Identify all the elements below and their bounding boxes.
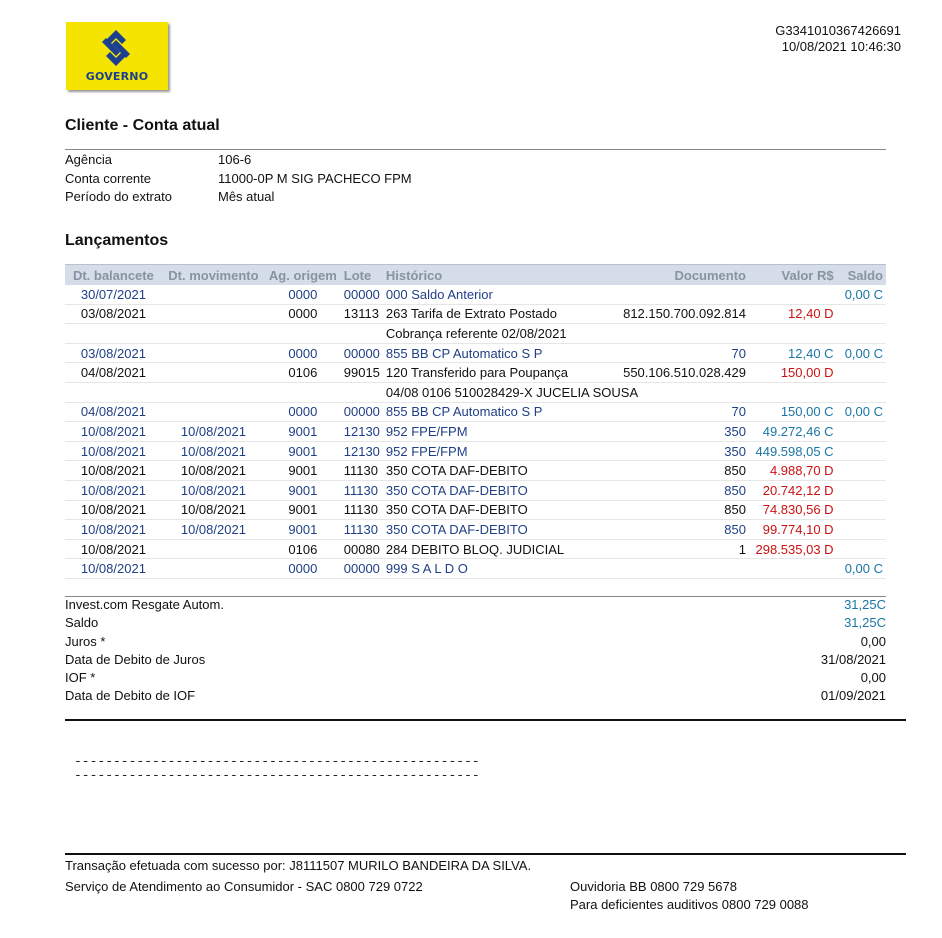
- cell-documento: 70: [598, 343, 749, 363]
- cell-ag-origem: 9001: [265, 520, 341, 540]
- col-ag-origem: Ag. origem: [265, 265, 341, 286]
- col-valor: Valor R$: [749, 265, 837, 286]
- cell-lote: 00080: [341, 539, 383, 559]
- cell-dt-balancete: 10/08/2021: [65, 500, 162, 520]
- lancamentos-body: [65, 285, 886, 578]
- document-code: G3341010367426691: [775, 23, 901, 38]
- cliente-rule: [65, 149, 886, 150]
- cell-lote: 00000: [341, 343, 383, 363]
- summary-label: Data de Debito de Juros: [65, 651, 206, 667]
- summary-value: 31,25C: [844, 597, 886, 612]
- cell-valor: 150,00 D: [749, 363, 837, 383]
- cell-valor: 74.830,56 D: [749, 500, 837, 520]
- cell-dt-balancete: 03/08/2021: [65, 343, 162, 363]
- cell-lote: 11130: [341, 461, 383, 481]
- logo-text: GOVERNO: [85, 70, 149, 83]
- table-row: [65, 363, 886, 383]
- table-row: [65, 539, 886, 559]
- cell-documento: 350: [598, 441, 749, 461]
- summary-label: Saldo: [65, 615, 99, 631]
- cell-dt-movimento: 10/08/2021: [162, 520, 265, 540]
- cell-lote: 11130: [341, 500, 383, 520]
- cell-dt-balancete: 30/07/2021: [65, 285, 162, 304]
- table-header-row: [65, 265, 886, 286]
- table-row: [65, 304, 886, 324]
- cell-ag-origem: 0000: [265, 559, 341, 579]
- cell-dt-balancete: 10/08/2021: [65, 559, 162, 579]
- info-value: 11000-0P M SIG PACHECO FPM: [218, 170, 412, 186]
- cell-saldo: 0,00 C: [837, 402, 886, 422]
- table-row: [65, 480, 886, 500]
- cell-documento: [598, 559, 749, 579]
- cell-valor: [749, 285, 837, 304]
- cell-saldo: 0,00 C: [837, 285, 886, 304]
- cell-ag-origem: 9001: [265, 480, 341, 500]
- cell-dt-balancete: 10/08/2021: [65, 539, 162, 559]
- cell-historico: 120 Transferido para Poupança: [383, 363, 598, 383]
- cell-dt-balancete: 10/08/2021: [65, 422, 162, 442]
- table-row: [65, 441, 886, 461]
- cell-saldo: [837, 422, 886, 442]
- summary-row: [65, 670, 886, 688]
- cell-saldo: [837, 363, 886, 383]
- cell-saldo: 0,00 C: [837, 343, 886, 363]
- cell-historico-continuation: Cobrança referente 02/08/2021: [383, 324, 886, 344]
- col-saldo: Saldo: [837, 265, 886, 286]
- cell-lote: 11130: [341, 520, 383, 540]
- col-dt-balancete: Dt. balancete: [65, 265, 162, 286]
- cell-valor: 12,40 D: [749, 304, 837, 324]
- summary-row: [65, 597, 886, 615]
- summary-value: 0,00: [860, 670, 886, 686]
- cell-lote: 00000: [341, 559, 383, 579]
- cell-spacer: [65, 324, 383, 344]
- cell-historico: 952 FPE/FPM: [383, 422, 598, 442]
- cell-documento: 350: [598, 422, 749, 442]
- cell-ag-origem: 0000: [265, 402, 341, 422]
- cell-documento: 812.150.700.092.814: [598, 304, 749, 324]
- summary-label: Data de Debito de IOF: [65, 688, 196, 704]
- col-documento: Documento: [598, 265, 749, 286]
- cell-documento: [598, 285, 749, 304]
- cell-lote: 12130: [341, 422, 383, 442]
- cell-historico: 855 BB CP Automatico S P: [383, 402, 598, 422]
- lancamentos-title: Lançamentos: [65, 232, 169, 249]
- header-meta: [775, 23, 901, 55]
- cell-saldo: [837, 500, 886, 520]
- cell-saldo: [837, 304, 886, 324]
- col-lote: Lote: [341, 265, 383, 286]
- summary-label: Invest.com Resgate Autom.: [65, 597, 224, 612]
- cell-documento: 850: [598, 500, 749, 520]
- cell-ag-origem: 9001: [265, 500, 341, 520]
- cell-dt-balancete: 10/08/2021: [65, 441, 162, 461]
- cell-saldo: [837, 539, 886, 559]
- cell-valor: 20.742,12 D: [749, 480, 837, 500]
- cell-documento: 550.106.510.028.429: [598, 363, 749, 383]
- cell-historico: 350 COTA DAF-DEBITO: [383, 500, 598, 520]
- cell-historico: 350 COTA DAF-DEBITO: [383, 480, 598, 500]
- cell-lote: 13113: [341, 304, 383, 324]
- summary-row: [65, 634, 886, 652]
- cell-dt-movimento: 10/08/2021: [162, 422, 265, 442]
- table-row: [65, 422, 886, 442]
- summary-block: [65, 597, 886, 707]
- info-label: Agência: [65, 152, 112, 167]
- cell-documento: 70: [598, 402, 749, 422]
- cell-historico: 284 DEBITO BLOQ. JUDICIAL: [383, 539, 598, 559]
- cell-dt-balancete: 04/08/2021: [65, 402, 162, 422]
- document-datetime: 10/08/2021 10:46:30: [781, 39, 901, 54]
- cell-lote: 11130: [341, 480, 383, 500]
- cell-ag-origem: 9001: [265, 461, 341, 481]
- cell-documento: 1: [598, 539, 749, 559]
- footer-deficientes: Para deficientes auditivos 0800 729 0088: [570, 897, 809, 912]
- info-row-conta: [65, 171, 412, 190]
- cell-dt-movimento: 10/08/2021: [162, 441, 265, 461]
- table-row: [65, 520, 886, 540]
- cell-saldo: [837, 480, 886, 500]
- summary-row: [65, 615, 886, 633]
- cell-valor: 4.988,70 D: [749, 461, 837, 481]
- info-row-agencia: [65, 152, 412, 171]
- cell-valor: 12,40 C: [749, 343, 837, 363]
- table-row: [65, 402, 886, 422]
- cell-spacer: [65, 382, 383, 402]
- cell-valor: 49.272,46 C: [749, 422, 837, 442]
- cell-historico: 000 Saldo Anterior: [383, 285, 598, 304]
- cell-ag-origem: 0000: [265, 304, 341, 324]
- bb-governo-logo: [66, 22, 168, 90]
- summary-value: 31/08/2021: [820, 651, 886, 667]
- footer-ouvidoria: Ouvidoria BB 0800 729 5678: [570, 879, 737, 894]
- lancamentos-table: [65, 264, 886, 579]
- cell-dt-movimento: [162, 304, 265, 324]
- table-row: [65, 500, 886, 520]
- info-value: 106-6: [218, 152, 252, 167]
- cell-dt-movimento: 10/08/2021: [162, 461, 265, 481]
- cell-documento: 850: [598, 461, 749, 481]
- cell-valor: 449.598,05 C: [749, 441, 837, 461]
- col-historico: Histórico: [383, 265, 598, 286]
- cell-lote: 12130: [341, 441, 383, 461]
- summary-label: IOF *: [65, 670, 96, 686]
- summary-row: [65, 688, 886, 706]
- cell-lote: 00000: [341, 402, 383, 422]
- cell-documento: 850: [598, 480, 749, 500]
- cell-lote: 99015: [341, 363, 383, 383]
- cell-saldo: [837, 461, 886, 481]
- table-row: [65, 559, 886, 579]
- info-row-periodo: [65, 189, 412, 208]
- cell-dt-movimento: [162, 539, 265, 559]
- cell-historico: 999 S A L D O: [383, 559, 598, 579]
- cell-historico: 350 COTA DAF-DEBITO: [383, 520, 598, 540]
- summary-value: 01/09/2021: [820, 688, 886, 704]
- signature-line-2: ----------------------------------------------------: [74, 768, 480, 783]
- cell-dt-movimento: [162, 343, 265, 363]
- cell-saldo: 0,00 C: [837, 559, 886, 579]
- cell-historico: 952 FPE/FPM: [383, 441, 598, 461]
- cell-valor: 298.535,03 D: [749, 539, 837, 559]
- footer-transacao: Transação efetuada com sucesso por: J8111507 MURILO BANDEIRA DA SILVA.: [65, 858, 532, 873]
- cell-ag-origem: 9001: [265, 441, 341, 461]
- table-row: [65, 324, 886, 344]
- table-row: [65, 461, 886, 481]
- cell-dt-balancete: 04/08/2021: [65, 363, 162, 383]
- cell-dt-movimento: [162, 285, 265, 304]
- cell-valor: [749, 559, 837, 579]
- cliente-info: [65, 152, 412, 208]
- summary-row: [65, 652, 886, 670]
- cell-valor: 150,00 C: [749, 402, 837, 422]
- cell-ag-origem: 9001: [265, 422, 341, 442]
- cell-valor: 99.774,10 D: [749, 520, 837, 540]
- cell-dt-balancete: 10/08/2021: [65, 461, 162, 481]
- cell-historico-continuation: 04/08 0106 510028429-X JUCELIA SOUSA: [383, 382, 886, 402]
- cell-dt-movimento: [162, 363, 265, 383]
- summary-end-rule: [65, 719, 906, 721]
- cell-documento: 850: [598, 520, 749, 540]
- cell-historico: 350 COTA DAF-DEBITO: [383, 461, 598, 481]
- cell-ag-origem: 0000: [265, 343, 341, 363]
- cell-dt-movimento: 10/08/2021: [162, 500, 265, 520]
- cell-historico: 263 Tarifa de Extrato Postado: [383, 304, 598, 324]
- cell-ag-origem: 0106: [265, 539, 341, 559]
- cell-dt-balancete: 10/08/2021: [65, 520, 162, 540]
- cell-lote: 00000: [341, 285, 383, 304]
- col-dt-movimento: Dt. movimento: [162, 265, 265, 286]
- cell-dt-movimento: [162, 559, 265, 579]
- cell-historico: 855 BB CP Automatico S P: [383, 343, 598, 363]
- cell-dt-balancete: 10/08/2021: [65, 480, 162, 500]
- cell-dt-movimento: 10/08/2021: [162, 480, 265, 500]
- signature-line-1: ----------------------------------------------------: [74, 754, 480, 769]
- table-row: [65, 343, 886, 363]
- summary-value: 0,00: [860, 633, 886, 649]
- cell-saldo: [837, 441, 886, 461]
- cliente-title: Cliente - Conta atual: [65, 117, 220, 134]
- table-row: [65, 285, 886, 304]
- footer-rule: [65, 853, 906, 855]
- cell-ag-origem: 0000: [265, 285, 341, 304]
- info-value: Mês atual: [218, 189, 275, 204]
- cell-dt-movimento: [162, 402, 265, 422]
- info-label: Período do extrato: [65, 189, 172, 204]
- cell-saldo: [837, 520, 886, 540]
- table-row: [65, 382, 886, 402]
- info-label: Conta corrente: [65, 170, 151, 186]
- footer-sac: Serviço de Atendimento ao Consumidor - SAC 0800 729 0722: [65, 879, 423, 894]
- bb-logo-icon: [96, 28, 136, 68]
- summary-value: 31,25C: [844, 615, 886, 631]
- cell-dt-balancete: 03/08/2021: [65, 304, 162, 324]
- cell-ag-origem: 0106: [265, 363, 341, 383]
- summary-label: Juros *: [65, 633, 106, 649]
